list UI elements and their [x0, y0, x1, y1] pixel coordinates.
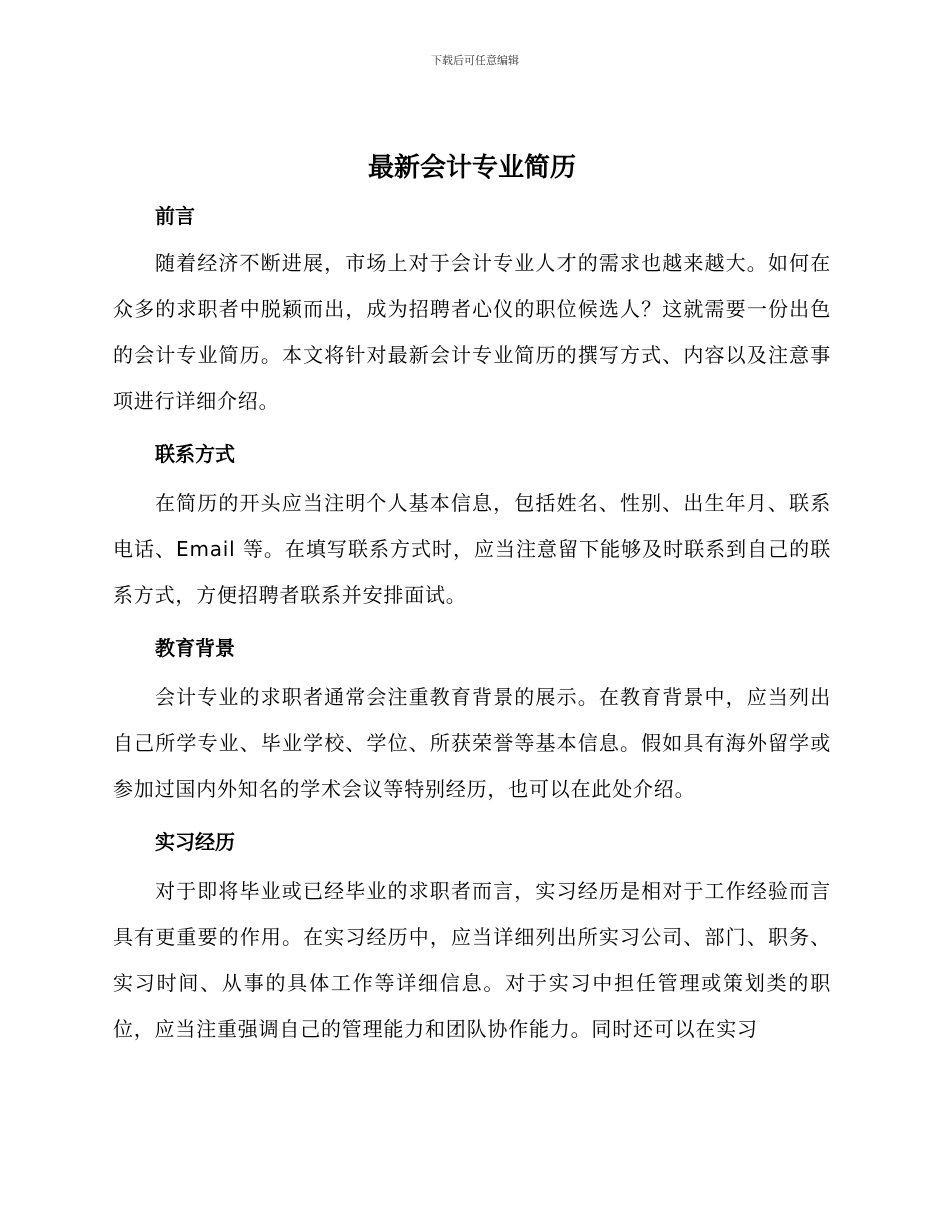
section-body-preface: 随着经济不断进展，市场上对于会计专业人才的需求也越来越大。如何在众多的求职者中脱颖而出，成为招聘者心仪的职位候选人？这就需要一份出色的会计专业简历。本文将针对最新会计专业简历的撰写方式、内容以及注意事项进行详细介绍。 [113, 251, 831, 413]
document-body [113, 148, 831, 1064]
page-header: 下载后可任意编辑 [431, 54, 519, 67]
section-body-education: 会计专业的求职者通常会注重教育背景的展示。在教育背景中，应当列出自己所学专业、毕业学校、学位、所获荣誉等基本信息。假如具有海外留学或参加过国内外知名的学术会议等特别经历，也可以在此处介绍。 [113, 685, 831, 801]
section-heading-preface: 前言 [155, 204, 195, 228]
section-body-internship: 对于即将毕业或已经毕业的求职者而言，实习经历是相对于工作经验而言具有更重要的作用。在实习经历中，应当详细列出所实习公司、部门、职务、实习时间、从事的具体工作等详细信息。对于实习中担任管理或策划类的职位，应当注重强调自己的管理能力和团队协作能力。同时还可以在实习 [113, 879, 831, 1041]
section-heading-internship: 实习经历 [155, 830, 235, 854]
section-body-contact: 在简历的开头应当注明个人基本信息，包括姓名、性别、出生年月、联系电话、Email 等。在填写联系方式时，应当注意留下能够及时联系到自己的联系方式，方便招聘者联系并安排面试。 [113, 491, 831, 607]
document-title: 最新会计专业简历 [367, 153, 576, 183]
section-heading-education: 教育背景 [155, 636, 235, 660]
section-heading-contact: 联系方式 [155, 442, 235, 466]
